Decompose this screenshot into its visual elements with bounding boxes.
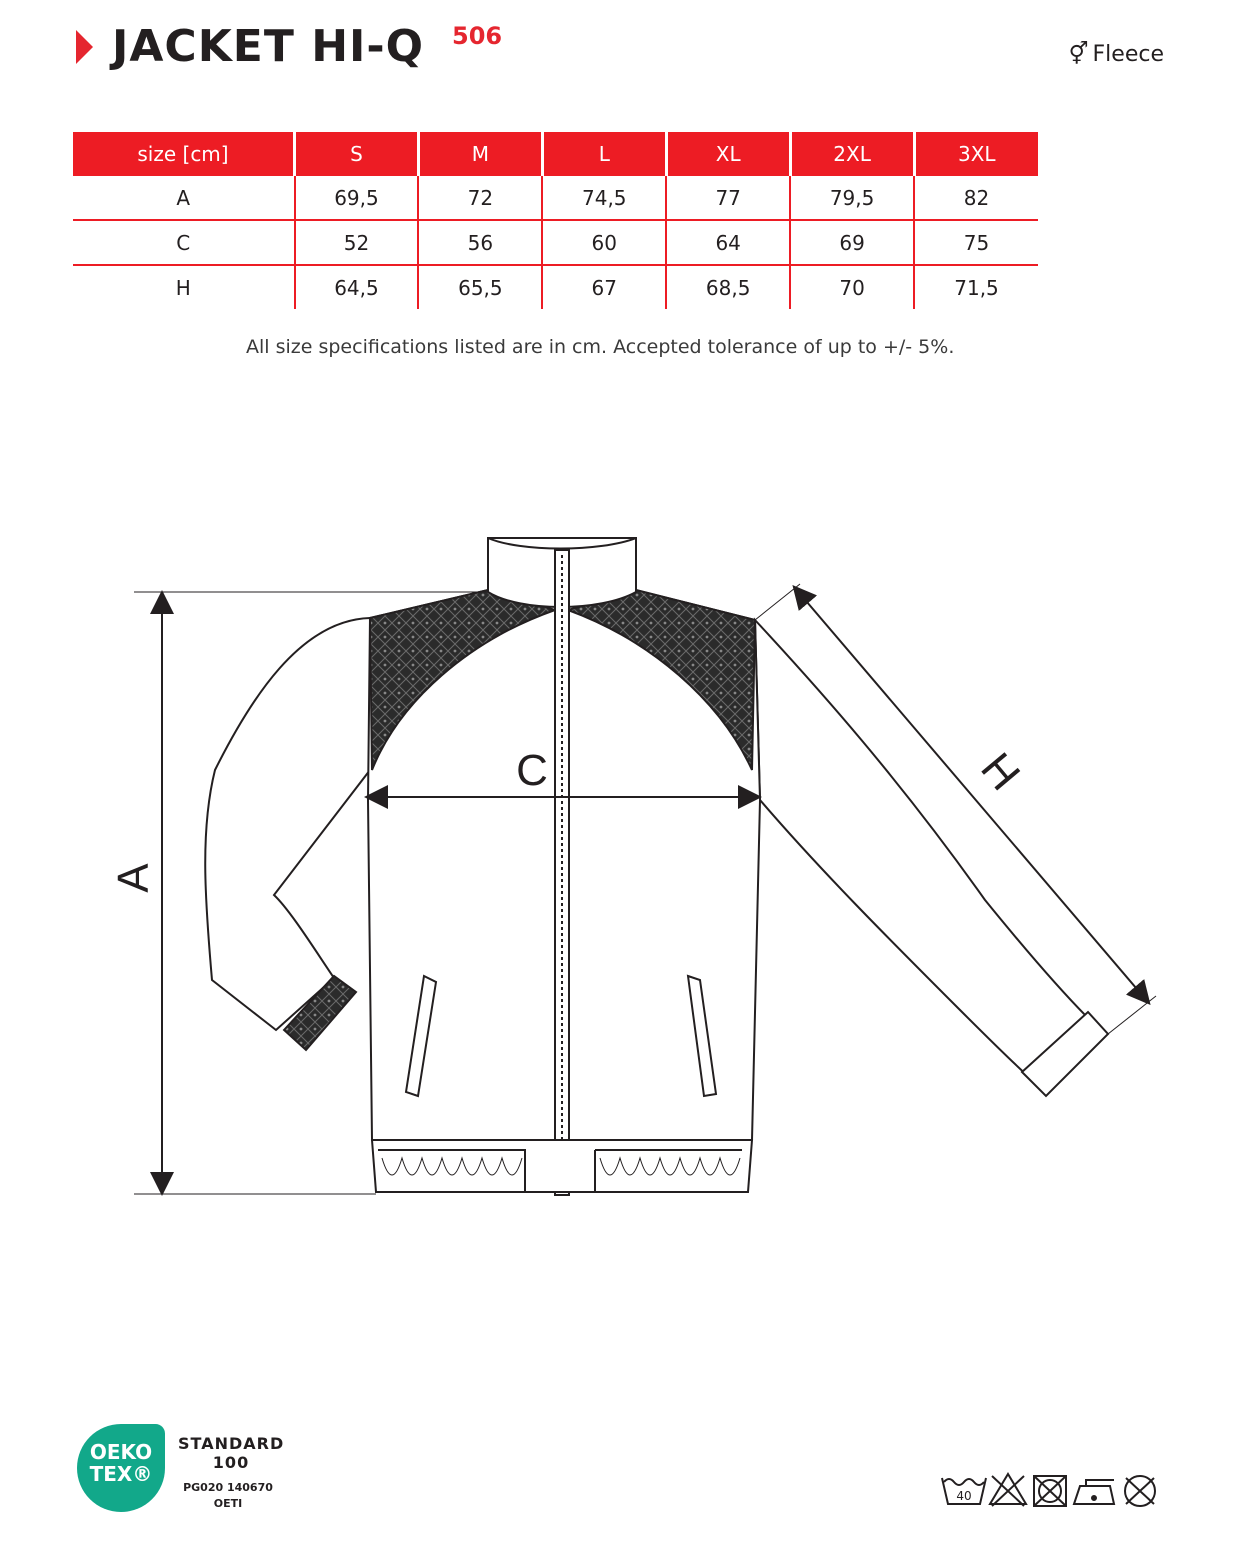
table-cell: H	[175, 275, 191, 300]
header-cell: M	[418, 132, 542, 176]
label-c: C	[516, 746, 548, 795]
table-cell: 74,5	[542, 176, 666, 220]
no-bleach-icon	[990, 1474, 1026, 1506]
table-cell: 67	[542, 265, 666, 309]
header-cell: 2XL	[790, 132, 914, 176]
header-cell: S	[295, 132, 419, 176]
standard-line1: STANDARD	[178, 1434, 285, 1453]
oeko-logo-line2: TEX®	[89, 1462, 153, 1486]
table-cell: 69,5	[295, 176, 419, 220]
wash-temperature: 40	[956, 1489, 972, 1503]
table-cell: 82	[914, 176, 1038, 220]
table-cell: 71,5	[914, 265, 1038, 309]
table-cell: 64,5	[295, 265, 419, 309]
table-cell: 65,5	[418, 265, 542, 309]
product-title: JACKET HI-Q	[112, 21, 425, 72]
table-cell: 79,5	[790, 176, 914, 220]
table-cell: 60	[542, 220, 666, 265]
right-sleeve	[755, 620, 1090, 1078]
header-cell: size [cm]	[73, 132, 295, 176]
oeko-logo-line1: OEKO	[89, 1440, 153, 1464]
oeko-tex-logo	[77, 1424, 165, 1512]
standard-label	[178, 1434, 284, 1472]
no-tumble-dry-icon	[1034, 1476, 1066, 1506]
table-cell: 72	[418, 176, 542, 220]
table-cell: 64	[666, 220, 790, 265]
product-code: 506	[452, 22, 503, 50]
table-cell: 52	[295, 220, 419, 265]
code-line2: OETI	[213, 1497, 243, 1510]
table-cell: 70	[790, 265, 914, 309]
table-cell: C	[73, 220, 295, 265]
jacket-outline	[205, 538, 1108, 1195]
header-cell: L	[542, 132, 666, 176]
standard-line2: 100	[212, 1453, 250, 1472]
table-cell: 69	[790, 220, 914, 265]
code-line1: PG020 140670	[183, 1481, 273, 1494]
header-cell: XL	[666, 132, 790, 176]
wash-40-icon	[942, 1478, 986, 1504]
table-cell: A	[73, 176, 295, 220]
no-dry-clean-icon	[1125, 1476, 1155, 1506]
unisex-icon: ⚥	[1068, 42, 1089, 67]
table-cell: 75	[914, 220, 1038, 265]
tolerance-note: All size specifications listed are in cm. Accepted tolerance of up to +/- 5%.	[246, 336, 955, 358]
hem-band	[372, 1140, 752, 1192]
measure-h-guide-top	[755, 584, 800, 620]
iron-low-icon	[1074, 1480, 1114, 1504]
table-cell: 77	[666, 176, 790, 220]
category-label: Fleece	[1092, 42, 1164, 67]
label-a: A	[109, 863, 158, 893]
label-h: H	[971, 743, 1030, 800]
table-cell: 68,5	[666, 265, 790, 309]
care-symbols	[940, 1470, 1162, 1510]
left-sleeve	[205, 618, 370, 1030]
header-cell: 3XL	[914, 132, 1038, 176]
certification-code	[178, 1480, 278, 1512]
measure-h-guide-bottom	[1108, 996, 1156, 1034]
table-cell: 56	[418, 220, 542, 265]
